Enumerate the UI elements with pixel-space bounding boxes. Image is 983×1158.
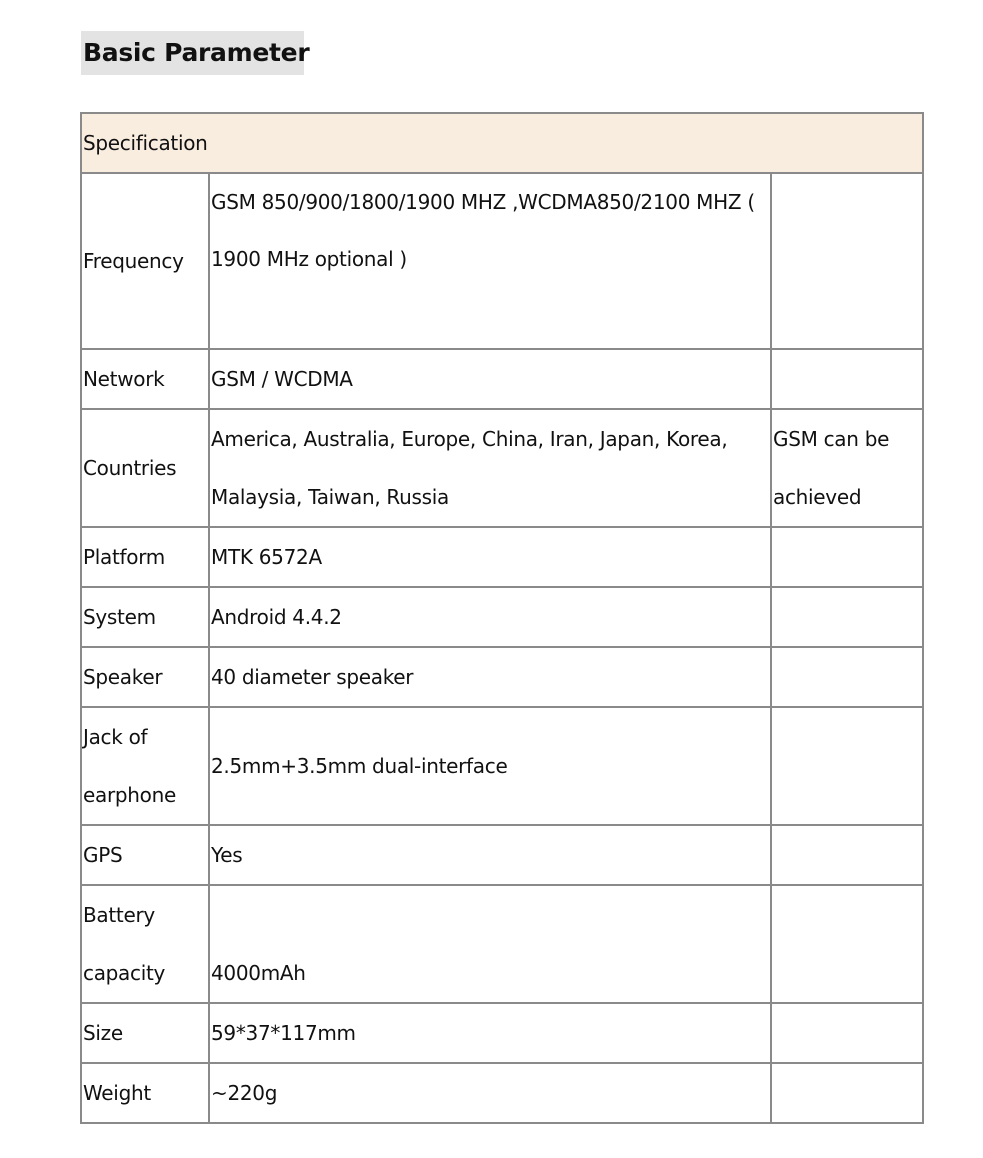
row-note [771, 587, 923, 647]
table-row [81, 707, 923, 825]
table-row [81, 349, 923, 409]
row-label: Countries [81, 409, 209, 527]
table-row [81, 173, 923, 349]
row-note: GSM can be achieved [771, 409, 923, 527]
row-label: Speaker [81, 647, 209, 707]
row-note [771, 1063, 923, 1123]
row-label: Network [81, 349, 209, 409]
table-row [81, 647, 923, 707]
specification-table [80, 112, 924, 1124]
row-note [771, 1003, 923, 1063]
table-row [81, 527, 923, 587]
section-heading: Basic Parameter [81, 31, 304, 75]
row-value: 59*37*117mm [209, 1003, 771, 1063]
table-row [81, 885, 923, 1003]
row-value: 2.5mm+3.5mm dual-interface [209, 707, 771, 825]
row-note [771, 647, 923, 707]
row-label: Battery capacity [81, 885, 209, 1003]
row-note [771, 527, 923, 587]
table-row [81, 1063, 923, 1123]
row-label: Platform [81, 527, 209, 587]
row-note [771, 173, 923, 349]
row-note [771, 707, 923, 825]
row-value: GSM 850/900/1800/1900 MHZ ,WCDMA850/2100 MHZ ( 1900 MHz optional ) [209, 173, 771, 349]
table-row [81, 587, 923, 647]
row-label: Weight [81, 1063, 209, 1123]
row-value: GSM / WCDMA [209, 349, 771, 409]
row-value: 4000mAh [209, 885, 771, 1003]
row-value: ~220g [209, 1063, 771, 1123]
row-note [771, 885, 923, 1003]
row-value: Android 4.4.2 [209, 587, 771, 647]
row-value: Yes [209, 825, 771, 885]
row-value: MTK 6572A [209, 527, 771, 587]
table-row [81, 409, 923, 527]
row-note [771, 825, 923, 885]
row-value: 40 diameter speaker [209, 647, 771, 707]
row-label: Jack of earphone [81, 707, 209, 825]
table-row [81, 825, 923, 885]
row-note [771, 349, 923, 409]
row-label: Frequency [81, 173, 209, 349]
row-label: GPS [81, 825, 209, 885]
table-header: Specification [81, 113, 923, 173]
table-row [81, 1003, 923, 1063]
table-header-row [81, 113, 923, 173]
row-label: Size [81, 1003, 209, 1063]
row-label: System [81, 587, 209, 647]
row-value: America, Australia, Europe, China, Iran, Japan, Korea, Malaysia, Taiwan, Russia [209, 409, 771, 527]
